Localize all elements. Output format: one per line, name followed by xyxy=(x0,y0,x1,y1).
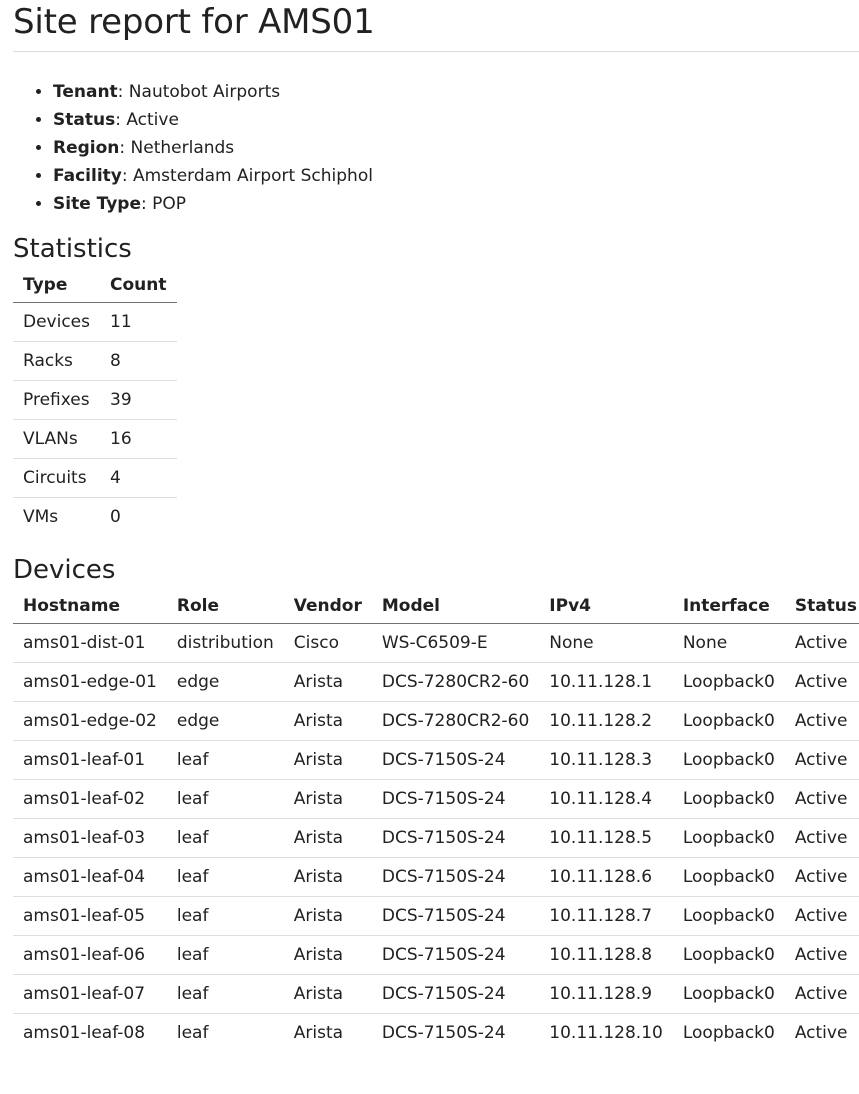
site-info-list xyxy=(13,78,859,218)
column-header: Count xyxy=(100,268,177,303)
table-cell: 16 xyxy=(100,420,177,459)
table-cell: DCS-7150S-24 xyxy=(372,897,539,936)
info-value: : Active xyxy=(115,110,179,130)
table-cell: Arista xyxy=(284,897,372,936)
table-cell: ams01-edge-01 xyxy=(13,663,167,702)
table-cell: DCS-7280CR2-60 xyxy=(372,702,539,741)
table-cell: Arista xyxy=(284,780,372,819)
table-cell: 10.11.128.4 xyxy=(539,780,673,819)
table-cell: Devices xyxy=(13,303,100,342)
table-row xyxy=(13,663,859,702)
table-cell: Active xyxy=(785,936,859,975)
table-cell: Loopback0 xyxy=(682,1023,775,1043)
info-key: Facility xyxy=(53,166,122,186)
table-cell: Loopback0 xyxy=(673,819,785,858)
table-cell: 10.11.128.2 xyxy=(539,702,673,741)
info-item-site-type xyxy=(53,190,859,218)
table-cell: leaf xyxy=(167,897,284,936)
statistics-heading: Statistics xyxy=(13,234,132,264)
table-cell: 10.11.128.9 xyxy=(539,975,673,1014)
info-key: Site Type xyxy=(53,194,142,214)
table-cell: ams01-edge-02 xyxy=(13,702,167,741)
table-cell: distribution xyxy=(167,624,284,663)
info-item-facility xyxy=(53,162,859,190)
table-cell: Loopback0 xyxy=(673,780,785,819)
table-cell: Racks xyxy=(13,342,100,381)
table-cell: Arista xyxy=(284,819,372,858)
table-cell: Loopback0 xyxy=(673,663,785,702)
table-cell: leaf xyxy=(167,936,284,975)
table-row xyxy=(13,819,859,858)
table-cell: ams01-leaf-02 xyxy=(13,780,167,819)
table-cell: Loopback0 xyxy=(673,741,785,780)
table-cell: Active xyxy=(785,819,859,858)
column-header: Role xyxy=(167,589,284,624)
table-cell: Arista xyxy=(284,741,372,780)
table-cell: DCS-7280CR2-60 xyxy=(372,663,539,702)
table-cell: 10.11.128.10 xyxy=(549,1023,663,1043)
table-cell: Active xyxy=(785,858,859,897)
info-item-status xyxy=(53,106,859,134)
table-row xyxy=(13,936,859,975)
table-cell: leaf xyxy=(167,858,284,897)
table-cell: 10.11.128.1 xyxy=(539,663,673,702)
column-header: Type xyxy=(13,268,100,303)
table-cell: DCS-7150S-24 xyxy=(372,819,539,858)
table-cell: 10.11.128.7 xyxy=(539,897,673,936)
table-cell: DCS-7150S-24 xyxy=(372,741,539,780)
table-cell: 10.11.128.3 xyxy=(539,741,673,780)
column-header: Vendor xyxy=(284,589,372,624)
devices-heading: Devices xyxy=(13,555,116,585)
table-cell: 8 xyxy=(100,342,177,381)
info-item-region xyxy=(53,134,859,162)
table-row xyxy=(13,381,177,420)
table-row xyxy=(13,975,859,1014)
table-cell: ams01-leaf-01 xyxy=(13,741,167,780)
devices-table-body xyxy=(13,624,859,1053)
table-row xyxy=(13,741,859,780)
info-value: : POP xyxy=(141,194,187,214)
table-cell: DCS-7150S-24 xyxy=(372,858,539,897)
table-cell: 10.11.128.6 xyxy=(539,858,673,897)
column-header: Status xyxy=(785,589,859,624)
info-value: : Netherlands xyxy=(119,138,235,158)
table-cell: Cisco xyxy=(284,624,372,663)
table-cell: VLANs xyxy=(13,420,100,459)
table-cell: VMs xyxy=(23,507,59,527)
table-cell: DCS-7150S-24 xyxy=(372,936,539,975)
table-cell: leaf xyxy=(167,780,284,819)
table-cell: DCS-7150S-24 xyxy=(381,1023,506,1043)
table-cell: DCS-7150S-24 xyxy=(372,780,539,819)
table-row xyxy=(13,303,177,342)
table-cell: leaf xyxy=(167,741,284,780)
table-cell: edge xyxy=(167,663,284,702)
table-cell: ams01-leaf-04 xyxy=(13,858,167,897)
info-item-tenant xyxy=(53,78,859,106)
table-cell: ams01-leaf-03 xyxy=(13,819,167,858)
column-header: Interface xyxy=(673,589,785,624)
table-cell: 10.11.128.8 xyxy=(539,936,673,975)
info-key: Region xyxy=(53,138,120,158)
table-row xyxy=(13,897,859,936)
table-row xyxy=(13,780,859,819)
table-cell: Arista xyxy=(293,1023,344,1043)
info-value: : Nautobot Airports xyxy=(117,82,281,102)
table-cell: ams01-leaf-07 xyxy=(13,975,167,1014)
table-row xyxy=(13,1014,859,1053)
table-cell: None xyxy=(673,624,785,663)
table-cell: Active xyxy=(785,780,859,819)
table-row xyxy=(13,702,859,741)
table-cell: Arista xyxy=(284,936,372,975)
table-cell: Arista xyxy=(284,702,372,741)
table-header-row xyxy=(13,268,177,303)
table-cell: Active xyxy=(785,663,859,702)
table-cell: None xyxy=(539,624,673,663)
report-page xyxy=(13,0,859,1052)
table-cell: WS-C6509-E xyxy=(372,624,539,663)
statistics-table xyxy=(13,268,177,536)
page-title: Site report for AMS01 xyxy=(13,0,859,52)
table-cell: Arista xyxy=(284,858,372,897)
column-header: IPv4 xyxy=(539,589,673,624)
table-cell: leaf xyxy=(176,1023,209,1043)
table-cell: Active xyxy=(785,741,859,780)
table-cell: leaf xyxy=(167,819,284,858)
table-cell: 4 xyxy=(100,459,177,498)
table-row xyxy=(13,858,859,897)
table-cell: DCS-7150S-24 xyxy=(372,975,539,1014)
table-cell: Active xyxy=(785,702,859,741)
table-cell: Loopback0 xyxy=(673,702,785,741)
table-cell: Active xyxy=(785,975,859,1014)
devices-table xyxy=(13,589,859,1052)
table-cell: 11 xyxy=(100,303,177,342)
info-key: Tenant xyxy=(53,82,118,102)
table-cell: Loopback0 xyxy=(673,858,785,897)
column-header: Hostname xyxy=(13,589,167,624)
table-cell: Arista xyxy=(284,975,372,1014)
table-cell: ams01-leaf-05 xyxy=(13,897,167,936)
table-row xyxy=(13,342,177,381)
statistics-table-body xyxy=(13,303,177,537)
info-key: Status xyxy=(53,110,116,130)
table-row xyxy=(13,459,177,498)
table-cell: Active xyxy=(794,1023,848,1043)
table-row xyxy=(13,420,177,459)
table-cell: Active xyxy=(785,897,859,936)
table-header-row xyxy=(13,589,859,624)
table-cell: 0 xyxy=(110,507,121,527)
table-cell: 10.11.128.5 xyxy=(539,819,673,858)
table-row xyxy=(13,624,859,663)
table-cell: Circuits xyxy=(13,459,100,498)
column-header: Model xyxy=(372,589,539,624)
table-cell: Loopback0 xyxy=(673,897,785,936)
table-cell: Loopback0 xyxy=(673,975,785,1014)
table-cell: ams01-leaf-06 xyxy=(13,936,167,975)
table-cell: edge xyxy=(167,702,284,741)
table-row xyxy=(13,498,177,537)
table-cell: Arista xyxy=(284,663,372,702)
table-cell: leaf xyxy=(167,975,284,1014)
table-cell: Prefixes xyxy=(13,381,100,420)
table-cell: Active xyxy=(785,624,859,663)
info-value: : Amsterdam Airport Schiphol xyxy=(121,166,373,186)
table-cell: ams01-leaf-08 xyxy=(23,1023,146,1043)
table-cell: ams01-dist-01 xyxy=(13,624,167,663)
table-cell: 39 xyxy=(100,381,177,420)
table-cell: Loopback0 xyxy=(673,936,785,975)
